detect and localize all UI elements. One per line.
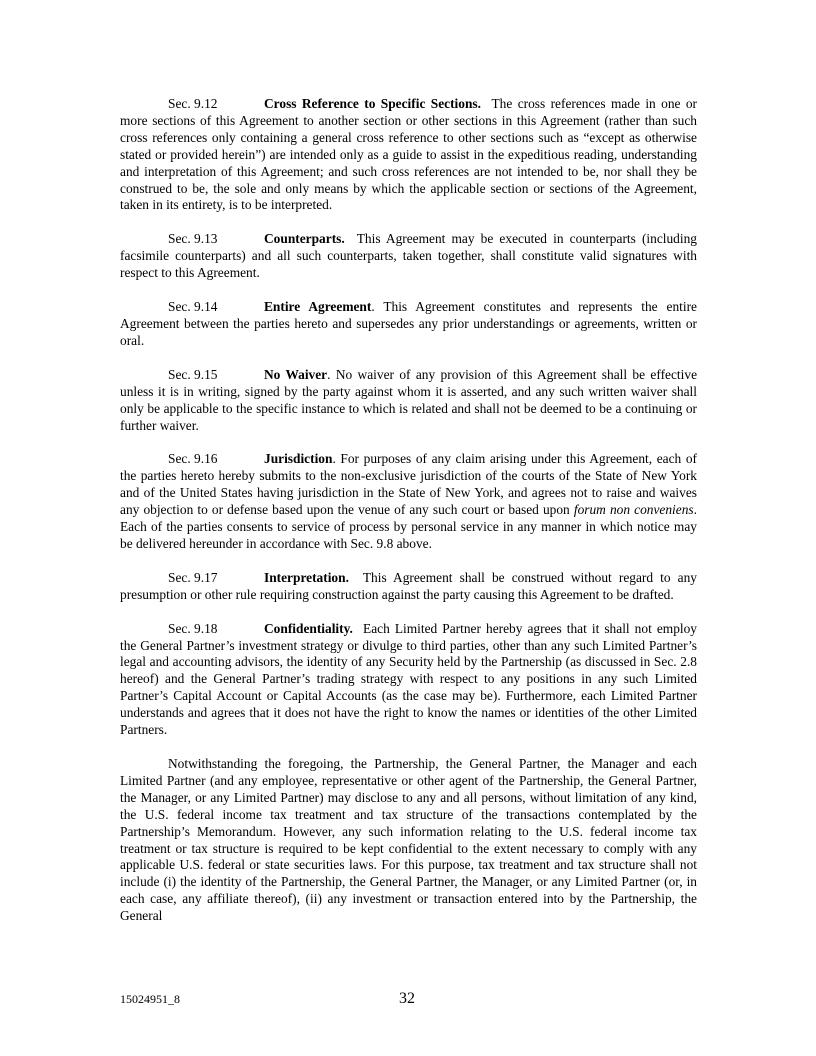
section-title: Entire Agreement [264, 299, 372, 315]
section-title: Cross Reference to Specific Sections. [264, 96, 481, 111]
section-number: Sec. 9.18 [168, 620, 218, 636]
section-title: Jurisdiction [264, 451, 333, 467]
document-body [120, 96, 697, 942]
section-number: Sec. 9.12 [168, 96, 218, 111]
section-9-12 [120, 96, 697, 214]
section-text: . This Agreement constitutes and represents the entire Agreement between the parties hereto and supersedes any prior understandings or agreements, written or oral. [120, 299, 697, 348]
section-9-13 [120, 231, 697, 282]
section-text: Each Limited Partner hereby agrees that it shall not employ the General Partner’s investment strategy or divulge to third parties, other than any such Limited Partner’s legal and accounting advisors, the identity of any Security held by the Partnership (as discussed in Sec. 2.8 hereof) and the General Partner’s trading strategy with respect to any positions in any such Limited Partner’s Capital Account or Capital Accounts (as the case may be). Furthermore, each Limited Partner understands and agrees that it does not have the right to know the names or identities of the other Limited Partners. [120, 620, 698, 738]
page-number: 32 [399, 990, 415, 1007]
section-number: Sec. 9.13 [168, 231, 218, 247]
confidentiality-paragraph: Notwithstanding the foregoing, the Partnership, the General Partner, the Manager and each Limited Partner (and any employee, representative or other agent of the Partnership, the General Partner, the Manager, or any Limited Partner) may disclose to any and all persons, without limitation of any kind, the U.S. federal income tax treatment and tax structure of the transactions contemplated by the Partnership’s Memorandum. However, any such information relating to the U.S. federal income tax treatment or tax structure is required to be kept confidential to the extent necessary to comply with any applicable U.S. federal or state securities laws. For this purpose, tax treatment and tax structure shall not include (i) the identity of the Partnership, the General Partner, the Manager, or any Limited Partner (or, in each case, any affiliate thereof), (ii) any investment or transaction entered into by the Partnership, the General [120, 756, 697, 924]
italic-term: forum non conveniens [573, 502, 694, 518]
section-9-16 [120, 451, 697, 552]
section-title: Interpretation. [264, 569, 349, 585]
section-9-17 [120, 570, 697, 604]
section-text: . For purposes of any claim arising under this Agreement, each of the parties hereto hereby submits to the non-exclusive jurisdiction of the courts of the State of New York and of the United States having jurisdiction in the State of New York, and agrees not to raise and waives any objection to or defense based upon the venue of any such court or based upon [120, 451, 697, 518]
section-number: Sec. 9.16 [168, 451, 218, 467]
section-text: This Agreement may be executed in counterparts (including facsimile counterparts) and all such counterparts, taken together, shall constitute valid signatures with respect to this Agreement. [120, 231, 697, 281]
section-number: Sec. 9.14 [168, 299, 218, 315]
section-9-14 [120, 299, 697, 350]
section-number: Sec. 9.17 [168, 569, 218, 585]
section-text: . No waiver of any provision of this Agreement shall be effective unless it is in writing, signed by the party against whom it is asserted, and any such written waiver shall only be applicable to the specific instance to which is related and shall not be deemed to be a continuing or further waiver. [120, 366, 698, 433]
section-number: Sec. 9.15 [168, 366, 218, 382]
section-text: This Agreement shall be construed without regard to any presumption or other rule requiring construction against the party causing this Agreement to be drafted. [120, 569, 697, 602]
section-text: The cross references made in one or more sections of this Agreement to another section or other sections in this Agreement (rather than such cross references only containing a general cross reference to other sections such as “except as otherwise stated or provided herein”) are intended only as a guide to assist in the expeditious reading, understanding and interpretation of this Agreement; and such cross references are not intended to be, nor shall they be construed to be, the sole and only means by which the applicable section or sections of the Agreement, taken in its entirety, is to be interpreted. [120, 96, 697, 213]
section-title: No Waiver [264, 366, 328, 382]
section-title: Counterparts. [264, 231, 345, 247]
section-9-18 [120, 621, 697, 739]
section-title: Confidentiality. [264, 620, 353, 636]
section-text-cont: . Each of the parties consents to service of process by personal service in any manner in which notice may be delivered hereunder in accordance with Sec. 9.8 above. [120, 502, 697, 551]
document-id: 15024951_8 [120, 992, 180, 1006]
section-9-15 [120, 367, 697, 435]
